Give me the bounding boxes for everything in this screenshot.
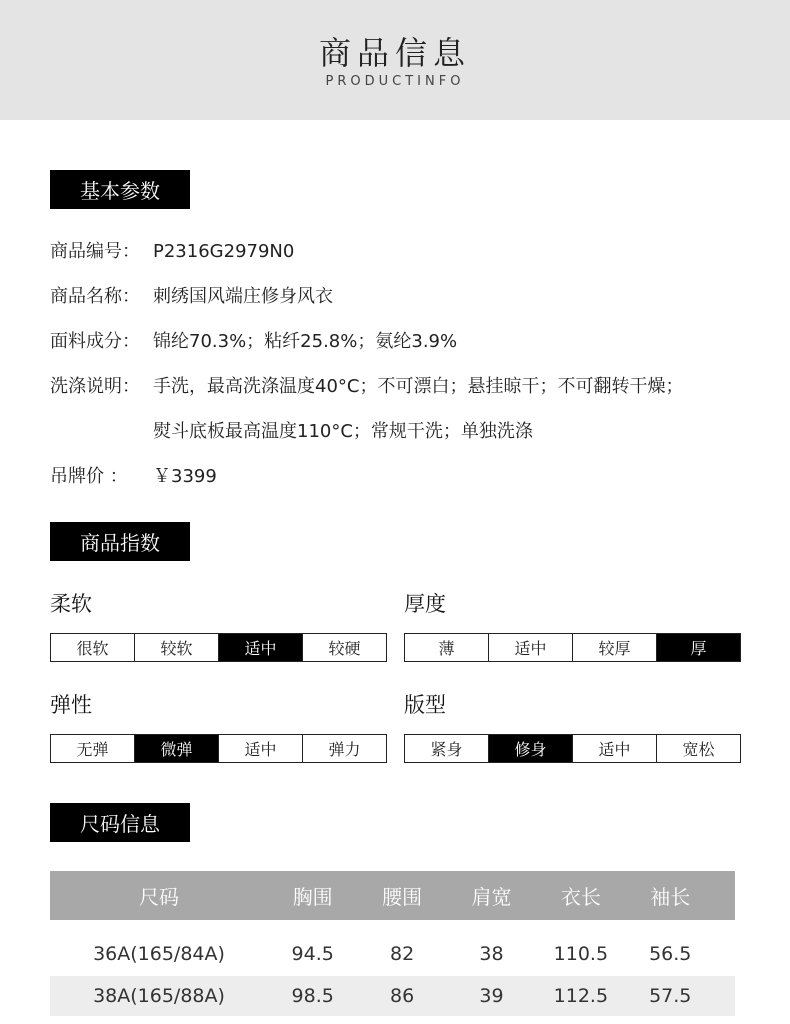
param-row-fabric <box>50 327 457 353</box>
column-header: 腰围 <box>382 885 423 909</box>
scale-option: 厚 <box>657 634 740 661</box>
param-label: 商品名称： <box>50 286 140 307</box>
param-value: ￥3399 <box>153 466 217 487</box>
column-header: 尺码 <box>139 885 179 909</box>
param-value: P2316G2979N0 <box>153 241 295 262</box>
scale-option: 无弹 <box>51 735 135 762</box>
table-cell: 112.5 <box>553 985 609 1007</box>
page-header <box>0 0 790 120</box>
scale-option: 宽松 <box>682 740 715 759</box>
param-label: 商品编号： <box>50 241 140 262</box>
scale-option: 较软 <box>135 634 219 661</box>
table-cell: 38 <box>479 942 504 965</box>
scale-option: 适中 <box>219 735 303 762</box>
param-label: 面料成分： <box>50 331 140 352</box>
table-cell: 82 <box>389 942 415 965</box>
size-table-header <box>50 871 735 920</box>
table-cell: 98.5 <box>291 985 334 1007</box>
scale-fit <box>404 734 741 763</box>
column-header: 袖长 <box>650 885 691 909</box>
index-label-thickness: 厚度 <box>404 592 446 616</box>
param-row-washing <box>50 372 683 398</box>
scale-option: 较厚 <box>573 634 657 661</box>
scale-option: 适中 <box>489 634 573 661</box>
param-row-price <box>50 462 217 488</box>
param-row-code <box>50 237 294 263</box>
param-value: 刺绣国风端庄修身风衣 <box>153 286 333 307</box>
scale-elasticity <box>50 734 387 763</box>
page-title: 商品信息 <box>318 34 471 72</box>
column-header: 肩宽 <box>471 885 512 909</box>
param-label: 洗涤说明： <box>50 376 140 397</box>
index-label-softness: 柔软 <box>50 592 92 616</box>
scale-option: 薄 <box>405 634 489 661</box>
table-cell: 39 <box>479 985 504 1007</box>
param-row-name <box>50 282 333 308</box>
scale-option: 很软 <box>51 634 135 661</box>
scale-option: 微弹 <box>135 735 219 762</box>
table-row <box>50 931 735 976</box>
size-table <box>50 871 735 1016</box>
scale-option: 适中 <box>573 735 657 762</box>
table-cell: 86 <box>389 985 415 1007</box>
index-label-fit: 版型 <box>404 693 446 717</box>
table-cell: 36A(165/84A) <box>93 942 225 965</box>
column-header: 胸围 <box>292 885 333 909</box>
section-tag-index: 商品指数 <box>50 522 190 561</box>
param-label: 吊牌价 ： <box>50 466 128 487</box>
scale-thickness <box>404 633 741 662</box>
table-cell: 110.5 <box>553 942 609 965</box>
section-tag-size: 尺码信息 <box>50 803 190 842</box>
table-cell: 57.5 <box>649 985 692 1007</box>
section-tag-basic: 基本参数 <box>50 170 190 209</box>
scale-option: 紧身 <box>405 735 489 762</box>
param-value-continued: 熨斗底板最高温度110°C；常规干洗；单独洗涤 <box>153 421 533 442</box>
scale-option: 修身 <box>489 735 573 762</box>
scale-option: 弹力 <box>328 740 361 759</box>
scale-softness <box>50 633 387 662</box>
scale-option: 较硬 <box>328 639 361 658</box>
index-label-elasticity: 弹性 <box>50 693 92 717</box>
table-row <box>50 976 735 1016</box>
scale-option: 适中 <box>219 634 303 661</box>
param-value: 锦纶70.3%；粘纤25.8%；氨纶3.9% <box>153 331 458 352</box>
page-subtitle: PRODUCTINFO <box>325 74 465 89</box>
column-header: 衣长 <box>560 885 601 909</box>
param-value: 手洗，最高洗涤温度40°C；不可漂白；悬挂晾干；不可翻转干燥； <box>153 376 684 397</box>
table-cell: 56.5 <box>649 942 692 965</box>
table-cell: 38A(165/88A) <box>93 985 225 1007</box>
table-cell: 94.5 <box>291 942 334 965</box>
